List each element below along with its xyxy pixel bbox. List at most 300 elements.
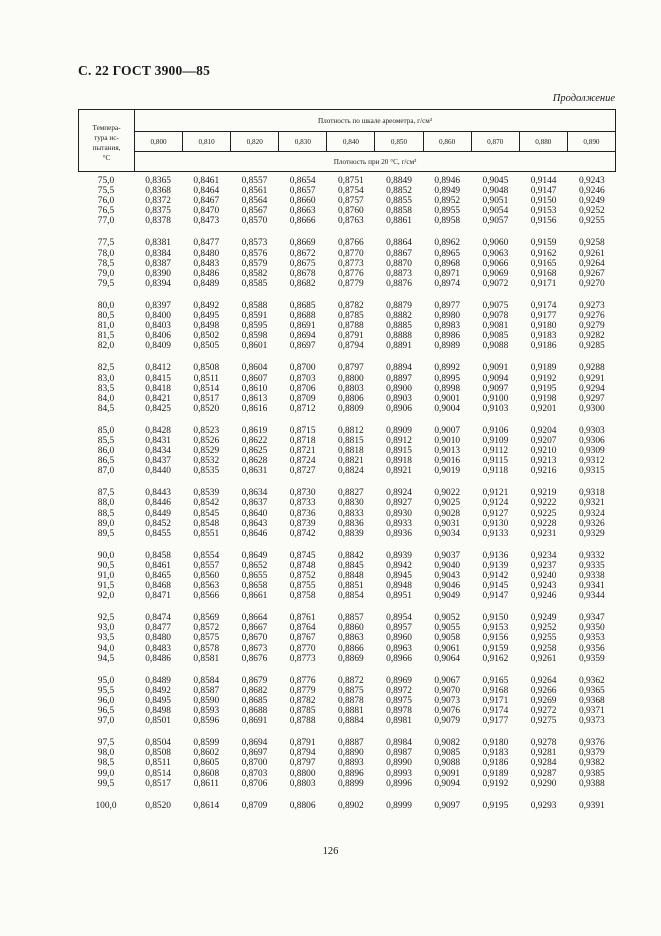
- density-cell: 0,9391: [578, 800, 605, 811]
- density-cell: 0,9189: [482, 768, 509, 779]
- density-cell: 0,9025: [434, 498, 461, 509]
- temperature-cell: 92,0: [97, 591, 115, 602]
- density-cell: 0,9145: [482, 581, 509, 592]
- density-cell: 0,9001: [434, 393, 461, 404]
- density-cell: 0,9112: [482, 446, 509, 457]
- temperature-cell: 95,5: [97, 685, 115, 696]
- density-cell: 0,8504: [145, 738, 171, 749]
- temperature-cell: 90,0: [97, 550, 115, 561]
- density-cell: 0,8691: [289, 321, 316, 332]
- density-cell: 0,9228: [530, 518, 557, 529]
- density-cell: 0,8464: [193, 186, 220, 197]
- density-cell: 0,8566: [193, 591, 220, 602]
- density-cell: 0,9081: [482, 321, 509, 332]
- density-cell: 0,8576: [241, 248, 268, 259]
- density-cell: 0,8830: [337, 498, 364, 509]
- density-cell: 0,8848: [337, 571, 364, 581]
- temperature-cell: 76,0: [97, 196, 115, 207]
- density-cell: 0,8878: [337, 695, 364, 706]
- temperature-cell: 78,5: [97, 258, 115, 269]
- density-cell: 0,8948: [386, 581, 412, 592]
- density-cell: 0,8794: [337, 341, 364, 352]
- density-cell: 0,9034: [434, 528, 461, 539]
- density-cell: 0,8501: [145, 716, 171, 727]
- density-cell: 0,9341: [578, 581, 605, 592]
- density-cell: 0,8604: [241, 363, 268, 374]
- density-cell: 0,9326: [578, 518, 605, 529]
- density-cell: 0,8599: [193, 738, 220, 749]
- group-spacer: [78, 476, 616, 488]
- density-cell: 0,8758: [289, 591, 316, 602]
- density-cell: 0,8679: [241, 675, 268, 686]
- temperature-cell: 79,0: [97, 268, 115, 279]
- table-row: [78, 654, 616, 664]
- density-cell: 0,9049: [434, 591, 461, 602]
- density-cell: 0,8697: [241, 748, 268, 759]
- density-cell: 0,9130: [482, 518, 509, 529]
- density-cell: 0,9088: [434, 758, 461, 769]
- density-cell: 0,9324: [578, 508, 605, 519]
- temperature-cell: 92,5: [97, 613, 115, 624]
- density-cell: 0,8971: [434, 268, 461, 279]
- density-table: [78, 109, 616, 811]
- density-cell: 0,8529: [193, 446, 220, 457]
- density-cell: 0,8773: [289, 653, 316, 664]
- density-cell: 0,9061: [434, 643, 461, 654]
- density-cell: 0,8400: [145, 311, 171, 322]
- density-cell: 0,9180: [482, 738, 509, 749]
- density-cell: 0,9162: [530, 248, 557, 259]
- table-row: [78, 196, 616, 206]
- density-cell: 0,9070: [434, 685, 461, 696]
- temperature-cell: 82,5: [97, 363, 115, 374]
- density-cell: 0,9249: [530, 613, 557, 624]
- group-spacer: [78, 664, 616, 676]
- density-cell: 0,8418: [145, 383, 171, 394]
- density-cell: 0,8879: [386, 300, 412, 311]
- density-cell: 0,9335: [578, 560, 605, 571]
- density-cell: 0,9156: [530, 216, 557, 227]
- density-cell: 0,8990: [386, 758, 412, 769]
- density-cell: 0,8649: [241, 550, 268, 561]
- density-cell: 0,8957: [386, 623, 412, 634]
- density-cell: 0,9048: [482, 186, 509, 197]
- density-cell: 0,9279: [578, 321, 605, 332]
- density-cell: 0,9186: [482, 758, 509, 769]
- density-cell: 0,9055: [434, 623, 461, 634]
- density-cell: 0,9073: [434, 695, 461, 706]
- temperature-cell: 98,5: [97, 758, 115, 769]
- density-cell: 0,8539: [193, 488, 220, 499]
- density-cell: 0,8470: [193, 206, 220, 217]
- density-cell: 0,9072: [482, 278, 509, 289]
- density-cell: 0,8666: [289, 216, 316, 227]
- density-cell: 0,8855: [386, 196, 412, 207]
- table-row: [78, 238, 616, 248]
- hydrometer-column-header: 0,840: [327, 132, 375, 152]
- density-cell: 0,8760: [337, 206, 364, 217]
- density-cell: 0,8885: [386, 321, 412, 332]
- density-cell: 0,8573: [241, 238, 268, 249]
- density-cell: 0,8605: [193, 758, 220, 769]
- density-cell: 0,8613: [241, 393, 268, 404]
- table-row: [78, 279, 616, 289]
- density-cell: 0,9189: [530, 363, 557, 374]
- density-cell: 0,9118: [482, 466, 509, 477]
- density-cell: 0,8511: [145, 758, 171, 769]
- density-cell: 0,9054: [482, 206, 509, 217]
- density-cell: 0,8700: [241, 758, 268, 769]
- density-cell: 0,8610: [241, 383, 268, 394]
- density-cell: 0,9290: [530, 778, 557, 789]
- density-cell: 0,9115: [482, 456, 509, 467]
- density-cell: 0,9040: [434, 560, 461, 571]
- density-cell: 0,8672: [289, 248, 316, 259]
- density-cell: 0,8607: [241, 373, 268, 384]
- density-cell: 0,8446: [145, 498, 171, 509]
- density-cell: 0,9165: [530, 258, 557, 269]
- density-cell: 0,8498: [145, 706, 171, 717]
- table-row: [78, 498, 616, 508]
- density-cell: 0,8508: [145, 748, 171, 759]
- density-cell: 0,9139: [482, 560, 509, 571]
- density-cell: 0,9180: [530, 321, 557, 332]
- density-cell: 0,8561: [241, 186, 268, 197]
- temperature-cell: 95,0: [97, 675, 115, 686]
- table-row: [78, 341, 616, 351]
- table-row: [78, 613, 616, 623]
- density-cell: 0,8949: [434, 186, 461, 197]
- density-cell: 0,8434: [145, 446, 171, 457]
- density-cell: 0,8761: [289, 613, 316, 624]
- density-cell: 0,8634: [241, 488, 268, 499]
- density-cell: 0,8821: [337, 456, 364, 467]
- density-cell: 0,8721: [289, 446, 316, 457]
- density-cell: 0,8776: [289, 675, 316, 686]
- density-cell: 0,8658: [241, 581, 268, 592]
- density-cell: 0,8585: [241, 278, 268, 289]
- density-cell: 0,9246: [578, 186, 605, 197]
- density-cell: 0,9210: [530, 446, 557, 457]
- density-cell: 0,9255: [530, 633, 557, 644]
- density-cell: 0,8480: [193, 248, 220, 259]
- hydrometer-column-header: 0,850: [375, 132, 423, 152]
- density-cell: 0,8584: [193, 675, 220, 686]
- density-cell: 0,9266: [530, 685, 557, 696]
- density-cell: 0,8824: [337, 466, 364, 477]
- density-cell: 0,8806: [289, 800, 316, 811]
- density-cell: 0,9171: [482, 695, 509, 706]
- density-cell: 0,8993: [386, 768, 412, 779]
- density-cell: 0,9267: [578, 268, 605, 279]
- density-cell: 0,8403: [145, 321, 171, 332]
- density-cell: 0,8788: [289, 716, 316, 727]
- density-cell: 0,9066: [482, 258, 509, 269]
- density-cell: 0,8703: [241, 768, 268, 779]
- density-cell: 0,8495: [193, 311, 220, 322]
- density-cell: 0,9315: [578, 466, 605, 477]
- density-cell: 0,8467: [193, 196, 220, 207]
- density-cell: 0,8891: [386, 341, 412, 352]
- density-cell: 0,9150: [530, 196, 557, 207]
- density-cell: 0,9273: [578, 300, 605, 311]
- density-cell: 0,8884: [337, 716, 364, 727]
- density-cell: 0,8664: [241, 613, 268, 624]
- density-cell: 0,8912: [386, 435, 412, 446]
- temperature-cell: 76,5: [97, 206, 115, 217]
- temperature-cell: 75,0: [97, 176, 115, 186]
- density-cell: 0,8458: [145, 550, 171, 561]
- density-cell: 0,9085: [482, 331, 509, 342]
- temperature-column-header: [79, 110, 135, 172]
- density-cell: 0,8706: [289, 383, 316, 394]
- density-cell: 0,8486: [193, 268, 220, 279]
- density-cell: 0,9010: [434, 435, 461, 446]
- hydrometer-column-header: 0,890: [567, 132, 615, 152]
- temperature-cell: 83,0: [97, 373, 115, 384]
- density-cell: 0,8827: [337, 488, 364, 499]
- temperature-cell: 86,5: [97, 456, 115, 467]
- density-cell: 0,9060: [482, 238, 509, 249]
- density-cell: 0,8542: [193, 498, 220, 509]
- density-cell: 0,9183: [482, 748, 509, 759]
- density-cell: 0,9347: [578, 613, 605, 624]
- density-cell: 0,9388: [578, 778, 605, 789]
- temperature-cell: 85,0: [97, 425, 115, 436]
- density-cell: 0,8545: [193, 508, 220, 519]
- density-cell: 0,9261: [530, 653, 557, 664]
- density-cell: 0,9168: [482, 685, 509, 696]
- density-cell: 0,9252: [530, 623, 557, 634]
- temperature-cell: 87,0: [97, 466, 115, 477]
- density-cell: 0,8958: [434, 216, 461, 227]
- density-cell: 0,8551: [193, 528, 220, 539]
- density-cell: 0,8640: [241, 508, 268, 519]
- density-cell: 0,8591: [241, 311, 268, 322]
- density-cell: 0,8803: [289, 778, 316, 789]
- density-cell: 0,8893: [337, 758, 364, 769]
- temperature-cell: 77,5: [97, 238, 115, 249]
- density-cell: 0,8968: [434, 258, 461, 269]
- density-cell: 0,8857: [337, 613, 364, 624]
- table-row: [78, 374, 616, 384]
- density-cell: 0,8590: [193, 695, 220, 706]
- density-cell: 0,9332: [578, 550, 605, 561]
- temperature-cell: 96,0: [97, 695, 115, 706]
- density-cell: 0,9288: [578, 363, 605, 374]
- density-cell: 0,8443: [145, 488, 171, 499]
- temperature-cell: 83,5: [97, 383, 115, 394]
- table-row: [78, 331, 616, 341]
- density-cell: 0,9046: [434, 581, 461, 592]
- density-cell: 0,8449: [145, 508, 171, 519]
- density-cell: 0,8675: [289, 258, 316, 269]
- density-cell: 0,8486: [145, 653, 171, 664]
- density-cell: 0,8663: [289, 206, 316, 217]
- table-row: [78, 509, 616, 519]
- temperature-cell: 75,5: [97, 186, 115, 197]
- density-cell: 0,9078: [482, 311, 509, 322]
- density-cell: 0,9376: [578, 738, 605, 749]
- table-row: [78, 571, 616, 581]
- density-cell: 0,8667: [241, 623, 268, 634]
- density-cell: 0,8502: [193, 331, 220, 342]
- density-cell: 0,9243: [530, 581, 557, 592]
- density-cell: 0,8498: [193, 321, 220, 332]
- density-cell: 0,8867: [386, 248, 412, 259]
- density-cell: 0,9264: [530, 675, 557, 686]
- density-cell: 0,9028: [434, 508, 461, 519]
- group-spacer: [78, 726, 616, 738]
- density-cell: 0,8473: [193, 216, 220, 227]
- density-cell: 0,8368: [145, 186, 171, 197]
- hydrometer-column-header: 0,830: [279, 132, 327, 152]
- density-cell: 0,8437: [145, 456, 171, 467]
- density-cell: 0,8616: [241, 403, 268, 414]
- density-cell: 0,9195: [482, 800, 509, 811]
- density-cell: 0,9303: [578, 425, 605, 436]
- density-cell: 0,8394: [145, 278, 171, 289]
- density-cell: 0,8972: [386, 685, 412, 696]
- table-row: [78, 363, 616, 373]
- density-cell: 0,8942: [386, 560, 412, 571]
- density-cell: 0,9207: [530, 435, 557, 446]
- density-cell: 0,9150: [482, 613, 509, 624]
- density-cell: 0,8646: [241, 528, 268, 539]
- temperature-cell: 85,5: [97, 435, 115, 446]
- density-cell: 0,8703: [289, 373, 316, 384]
- density-cell: 0,9186: [530, 341, 557, 352]
- density-cell: 0,8730: [289, 488, 316, 499]
- density-cell: 0,8755: [289, 581, 316, 592]
- density-cell: 0,9231: [530, 528, 557, 539]
- table-row: [78, 436, 616, 446]
- table-row: [78, 176, 616, 186]
- density-cell: 0,8797: [337, 363, 364, 374]
- density-cell: 0,9171: [530, 278, 557, 289]
- table-row: [78, 394, 616, 404]
- density-cell: 0,9204: [530, 425, 557, 436]
- density-cell: 0,8739: [289, 518, 316, 529]
- table-row: [78, 404, 616, 414]
- density-cell: 0,8461: [145, 560, 171, 571]
- density-cell: 0,8535: [193, 466, 220, 477]
- density-cell: 0,8788: [337, 321, 364, 332]
- density-cell: 0,9318: [578, 488, 605, 499]
- density-cell: 0,8483: [145, 643, 171, 654]
- table-row: [78, 716, 616, 726]
- group-spacer: [78, 226, 616, 238]
- density-cell: 0,8670: [241, 633, 268, 644]
- table-row: [78, 706, 616, 716]
- density-cell: 0,8581: [193, 653, 220, 664]
- density-cell: 0,8619: [241, 425, 268, 436]
- temperature-cell: 78,0: [97, 248, 115, 259]
- group-spacer: [78, 601, 616, 613]
- density-cell: 0,8897: [386, 373, 412, 384]
- density-cell: 0,8661: [241, 591, 268, 602]
- density-cell: 0,9272: [530, 706, 557, 717]
- density-cell: 0,8548: [193, 518, 220, 529]
- density-cell: 0,8945: [386, 571, 412, 581]
- density-cell: 0,8390: [145, 268, 171, 279]
- density-cell: 0,8888: [386, 331, 412, 342]
- group-spacer: [78, 414, 616, 426]
- density-cell: 0,8365: [145, 176, 171, 186]
- density-cell: 0,8563: [193, 581, 220, 592]
- temperature-cell: 87,5: [97, 488, 115, 499]
- density-cell: 0,8800: [289, 768, 316, 779]
- hydrometer-column-header: 0,860: [423, 132, 471, 152]
- density-cell: 0,8514: [145, 768, 171, 779]
- table-row: [78, 488, 616, 498]
- density-cell: 0,8984: [386, 738, 412, 749]
- density-cell: 0,8669: [289, 238, 316, 249]
- density-cell: 0,8995: [434, 373, 461, 384]
- density-cell: 0,9147: [530, 186, 557, 197]
- density-cell: 0,9019: [434, 466, 461, 477]
- density-cell: 0,9177: [482, 716, 509, 727]
- density-cell: 0,8517: [145, 778, 171, 789]
- density-cell: 0,8602: [193, 748, 220, 759]
- density-cell: 0,8779: [289, 685, 316, 696]
- density-cell: 0,8660: [289, 196, 316, 207]
- density-cell: 0,8876: [386, 278, 412, 289]
- density-cell: 0,9275: [530, 716, 557, 727]
- density-cell: 0,8688: [289, 311, 316, 322]
- density-cell: 0,8614: [193, 800, 220, 811]
- density-cell: 0,9165: [482, 675, 509, 686]
- density-cell: 0,8715: [289, 425, 316, 436]
- density-cell: 0,9338: [578, 571, 605, 581]
- density-cell: 0,8655: [241, 571, 268, 581]
- density-cell: 0,8992: [434, 363, 461, 374]
- density-cell: 0,8598: [241, 331, 268, 342]
- density-cell: 0,8440: [145, 466, 171, 477]
- density-cell: 0,9261: [578, 248, 605, 259]
- density-cell: 0,8779: [337, 278, 364, 289]
- density-cell: 0,8980: [434, 311, 461, 322]
- hydrometer-column-header: 0,880: [519, 132, 567, 152]
- density-cell: 0,9216: [530, 466, 557, 477]
- temperature-cell: 94,0: [97, 643, 115, 654]
- hydrometer-columns-row: [79, 132, 616, 152]
- density-cell: 0,9136: [482, 550, 509, 561]
- density-cell: 0,9243: [578, 176, 605, 186]
- density-cell: 0,9264: [578, 258, 605, 269]
- density-cell: 0,8727: [289, 466, 316, 477]
- density-cell: 0,9043: [434, 571, 461, 581]
- density-cell: 0,8688: [241, 706, 268, 717]
- temperature-cell: 79,5: [97, 278, 115, 289]
- density-cell: 0,8860: [337, 623, 364, 634]
- density-cell: 0,8700: [289, 363, 316, 374]
- temperature-cell: 93,0: [97, 623, 115, 634]
- density-cell: 0,9103: [482, 403, 509, 414]
- density-cell: 0,8987: [386, 748, 412, 759]
- density-cell: 0,9177: [530, 311, 557, 322]
- table-row: [78, 591, 616, 601]
- density-cell: 0,8517: [193, 393, 220, 404]
- density-cell: 0,9057: [482, 216, 509, 227]
- density-cell: 0,9051: [482, 196, 509, 207]
- density-cell: 0,8872: [337, 675, 364, 686]
- density-cell: 0,8676: [241, 653, 268, 664]
- table-row: [78, 206, 616, 216]
- density-cell: 0,8588: [241, 300, 268, 311]
- density-cell: 0,8977: [434, 300, 461, 311]
- density-cell: 0,8637: [241, 498, 268, 509]
